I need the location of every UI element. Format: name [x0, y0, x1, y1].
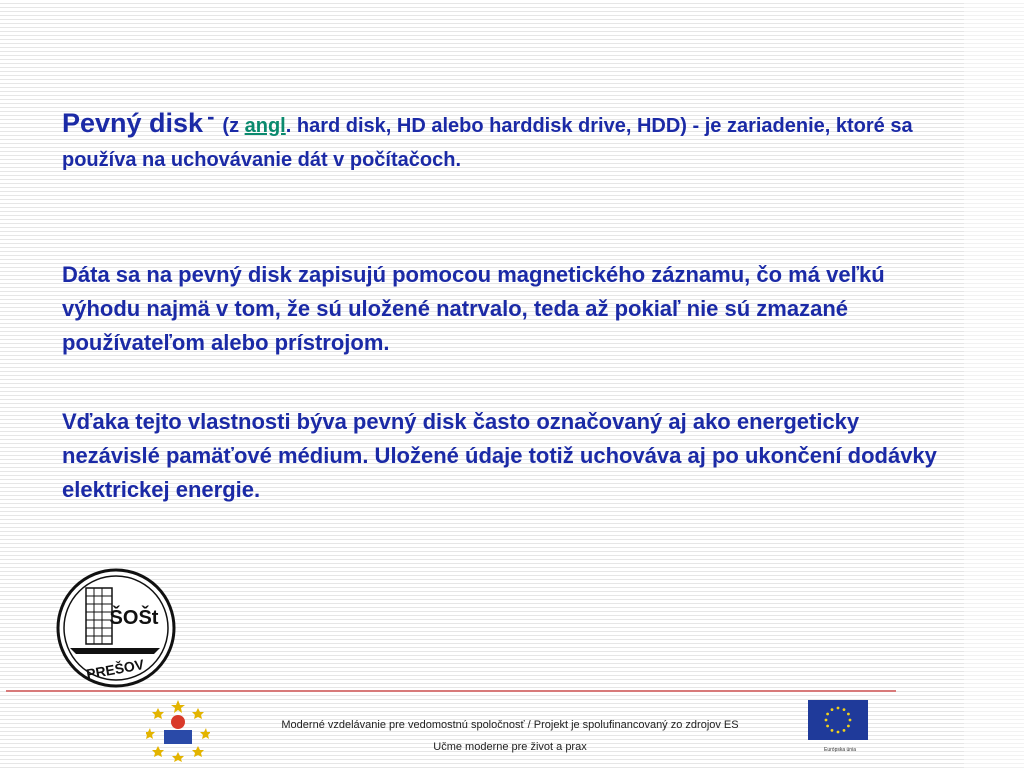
intro-paren: (z — [222, 115, 245, 137]
intro-rest: . hard disk, HD alebo harddisk drive, HDD) - je zariadenie, ktoré sa používa na uchovávanie dát v počítačoch. — [62, 115, 913, 171]
paragraph-magnetic-recording: Dáta sa na pevný disk zapisujú pomocou magnetického záznamu, čo má veľkú výhodu najmä v tom, že sú uložené natrvalo, teda až pokiaľ nie sú zmazané používateľom alebo prístrojom. — [62, 262, 885, 355]
main-content — [62, 100, 962, 502]
school-logo — [50, 566, 182, 692]
term-title: Pevný disk — [62, 108, 204, 138]
footer-line-2: Učme moderne pre život a prax — [433, 741, 587, 753]
logo-letters: ŠOŠt — [109, 607, 159, 629]
intro-paragraph — [62, 100, 962, 177]
footer-divider — [6, 690, 896, 692]
footer-text — [220, 714, 800, 758]
eu-logo — [808, 700, 872, 756]
program-logo — [146, 698, 210, 762]
logo-city: PREŠOV — [85, 656, 146, 683]
footer-line-1: Moderné vzdelávanie pre vedomostnú spoločnosť / Projekt je spolufinancovaný zo zdrojov ES — [281, 719, 739, 731]
right-strip — [964, 0, 1024, 768]
eu-caption: Európska únia — [824, 747, 856, 753]
eu-flag-icon — [808, 700, 868, 740]
term-dash: - — [207, 104, 215, 129]
paragraph-non-volatile: Vďaka tejto vlastnosti býva pevný disk často označovaný aj ako energeticky nezávislé pamäťové médium. Uložené údaje totiž uchováva aj po ukončení dodávky elektrickej energie. — [62, 409, 937, 502]
angl-link[interactable]: angl — [244, 115, 286, 137]
